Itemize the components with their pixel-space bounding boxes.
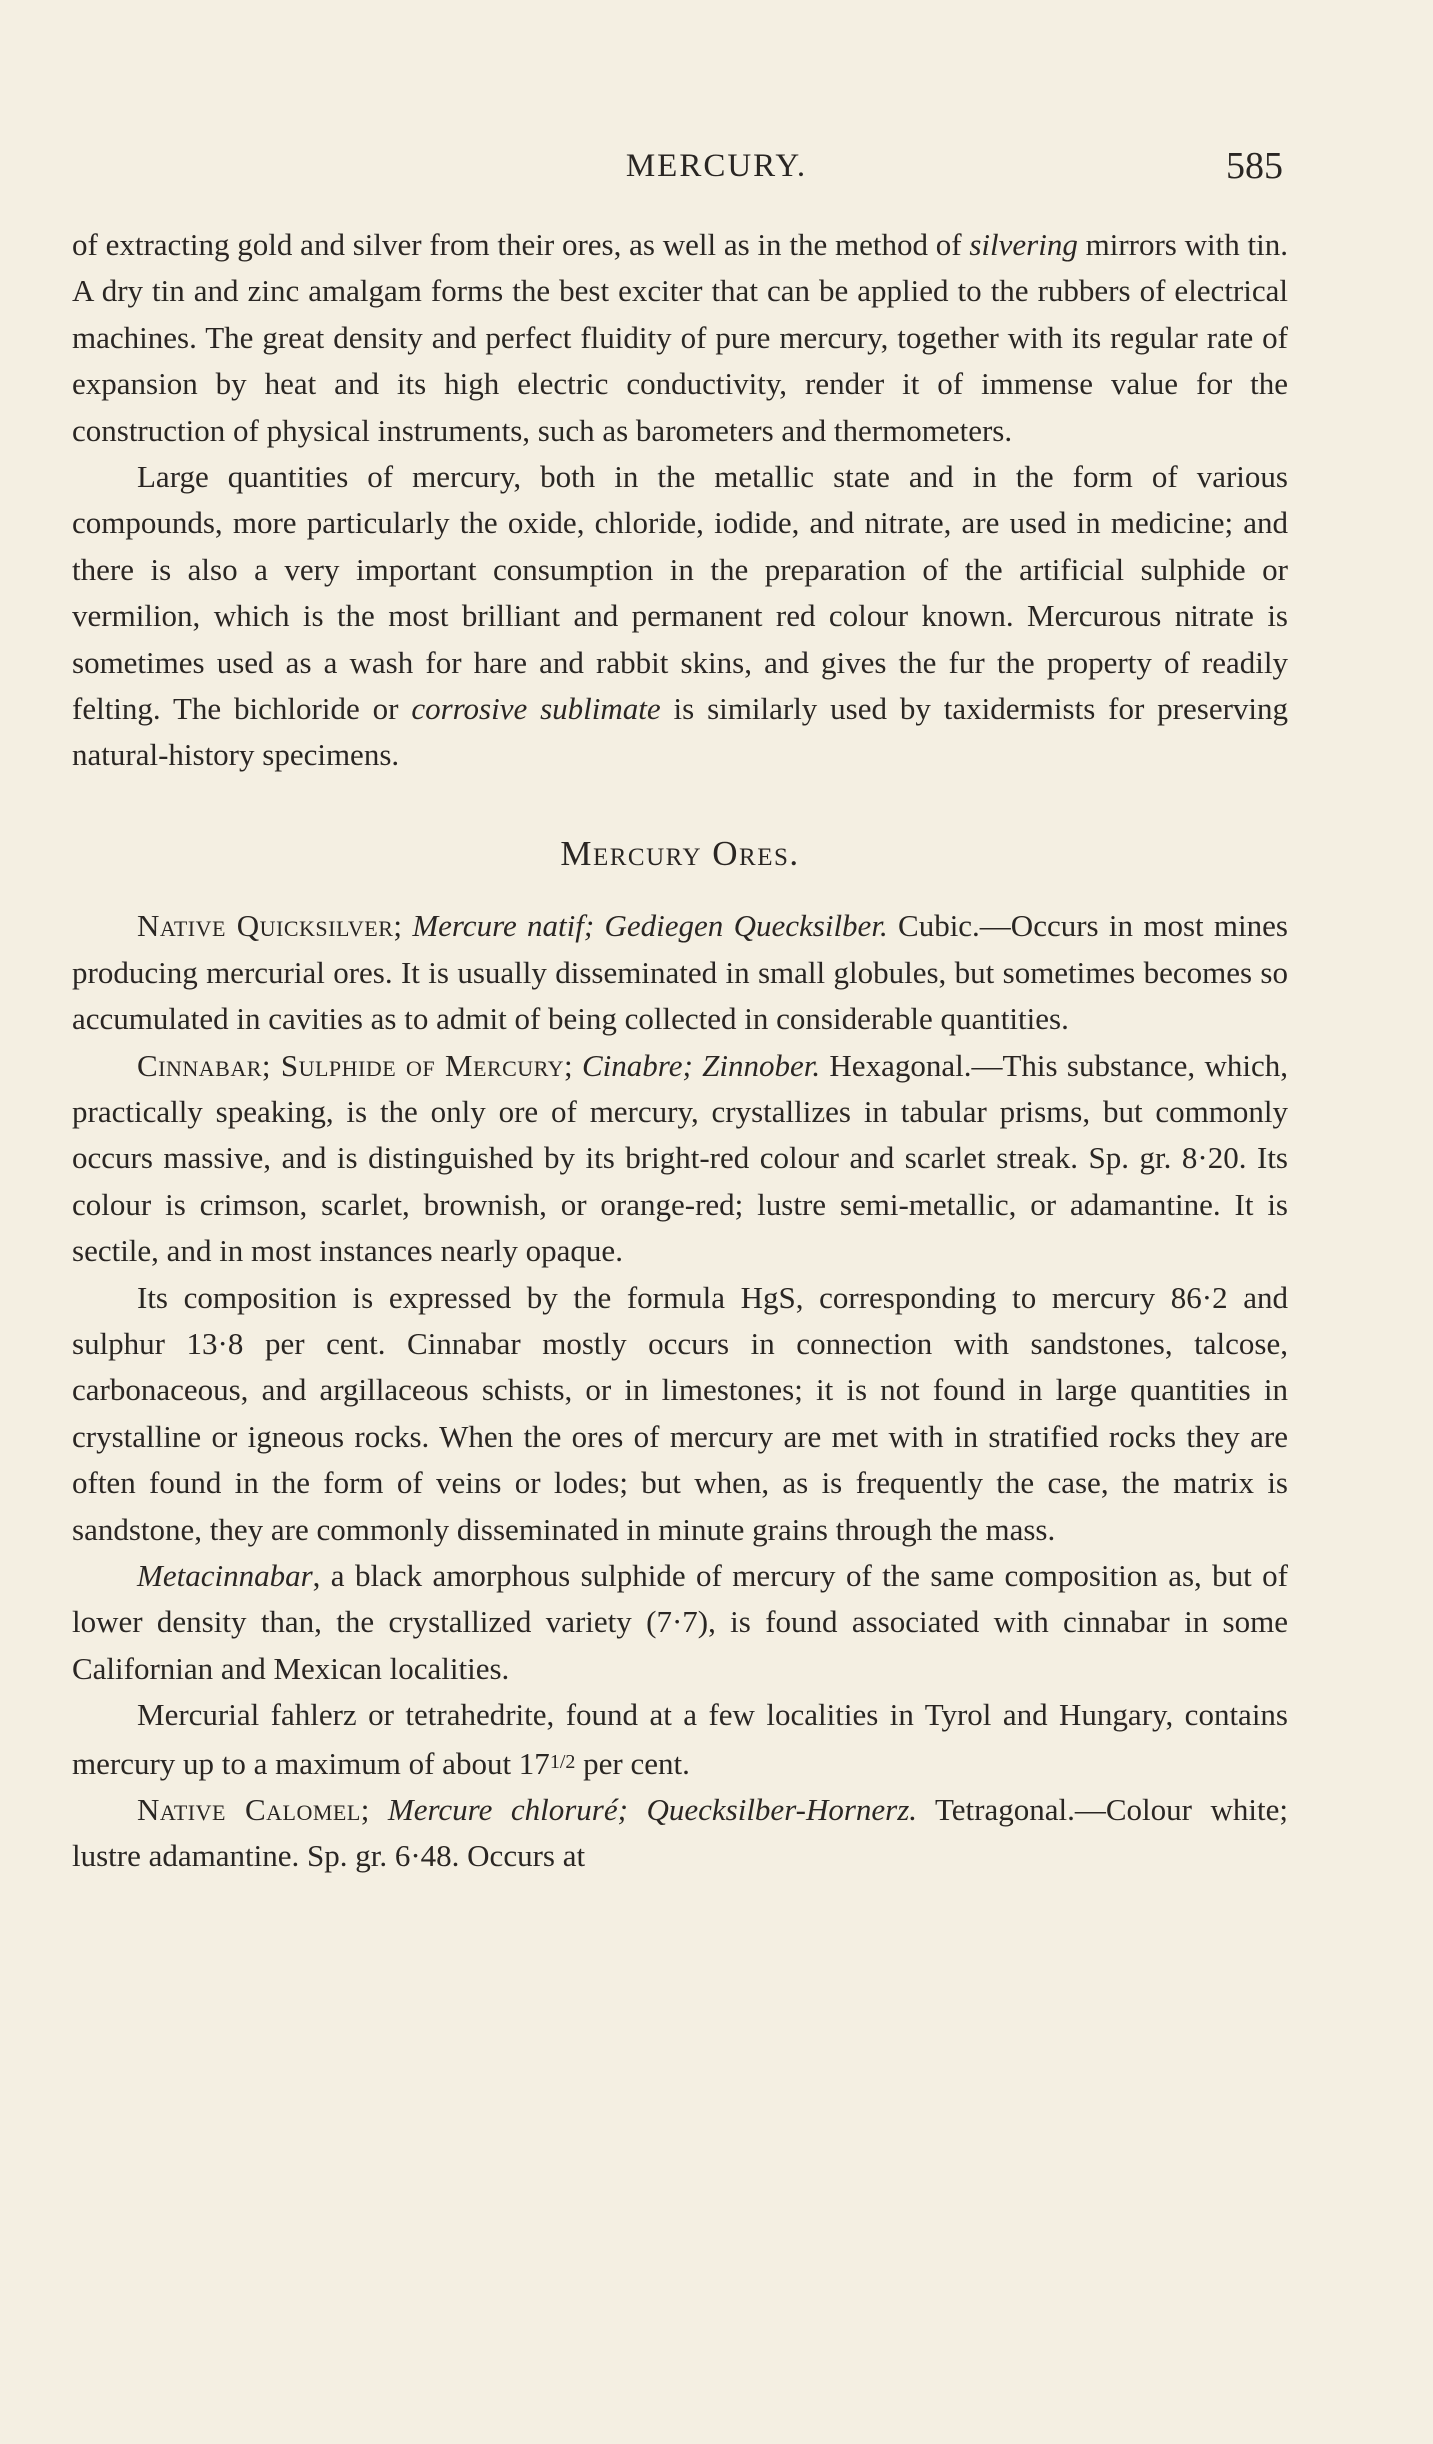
text: ; [564, 1047, 582, 1083]
page-number: 585 [1226, 145, 1283, 187]
paragraph-composition [72, 1275, 1288, 1553]
text: , a black amorphous sulphide of mercury of the same composition as, but of lower density than, the crystallized variety (7·7), is found associated with cinnabar in some Californian and Mexican localities. [72, 1557, 1288, 1686]
text: per cent. [575, 1745, 690, 1781]
page-header [0, 145, 1433, 192]
italic-synonyms: Mercure chloruré; Quecksilber-Hornerz. [387, 1792, 918, 1827]
text: Hexagonal.—This substance, which, practically speaking, is the only ore of mercury, crystallizes in tabular prisms, but commonly occurs massive, and is distinguished by its bright-red colour and scarlet streak. Sp. gr. 8·20. Its colour is crimson, scarlet, brownish, or orange-red; lustre semi-metallic, or adamantine. It is sectile, and in most instances nearly opaque. [72, 1047, 1288, 1269]
paragraph-fahlerz [72, 1692, 1288, 1787]
paragraph-uses-amalgam [72, 222, 1288, 454]
mineral-name: Native Calomel [137, 1792, 361, 1827]
text: ; [360, 1792, 388, 1827]
fraction: 1/2 [549, 1750, 576, 1773]
italic-synonyms: Cinabre; Zinnober. [581, 1047, 821, 1083]
text: Its composition is expressed by the formula HgS, corresponding to mercury 86·2 and sulphur 13·8 per cent. Cinnabar mostly occurs in connection with sandstones, talcose, carbonaceous, and argillaceous schists, or in limestones; it is not found in large quantities in crystalline or igneous rocks. When the ores of mercury are met with in stratified rocks they are often found in the form of veins or lodes; but when, as is frequently the case, the matrix is sandstone, they are commonly disseminated in minute grains through the mass. [72, 1279, 1288, 1547]
paragraph-native-quicksilver [72, 903, 1288, 1042]
text: ; [393, 908, 413, 944]
section-heading: Mercury Ores. [560, 833, 800, 873]
mineral-name: Native Quicksilver [137, 908, 394, 944]
text: mirrors with tin. A dry tin and zinc amalgam forms the best exciter that can be applied to the rubbers of electrical machines. The great density and perfect fluidity of pure mercury, together with its regular rate of expansion by heat and its high electric conductivity, render it of immense value for the construction of physical instruments, such as barometers and thermometers. [72, 227, 1288, 448]
text: of extracting gold and silver from their ores, as well as in the method of [72, 227, 970, 262]
italic-term: Metacinnabar [137, 1557, 313, 1593]
paragraph-native-calomel [72, 1787, 1288, 1880]
paragraph-uses-medicine [72, 454, 1288, 779]
text: Cubic.—Occurs in most mines producing mercurial ores. It is usually disseminated in small globules, but sometimes becomes so accumulated in cavities as to admit of being collected in considerable quantities. [72, 908, 1288, 1037]
paragraph-metacinnabar [72, 1553, 1288, 1692]
text: is similarly used by taxidermists for preserving natural-history specimens. [72, 691, 1289, 773]
italic-term: silvering [969, 227, 1078, 262]
page-body [72, 222, 1288, 1880]
text: Mercurial fahlerz or tetrahedrite, found at a few localities in Tyrol and Hungary, contains mercury up to a maximum of about 17 [72, 1697, 1288, 1781]
italic-term: corrosive sublimate [411, 691, 661, 727]
text: Large quantities of mercury, both in the metallic state and in the form of various compounds, more particularly the oxide, chloride, iodide, and nitrate, are used in medicine; and there is also a very important consumption in the preparation of the artificial sulphide or vermilion, which is the most brilliant and permanent red colour known. Mercurous nitrate is sometimes used as a wash for hare and rabbit skins, and gives the fur the property of readily felting. The bichloride or [72, 459, 1288, 727]
running-head: MERCURY. [625, 148, 808, 184]
italic-synonyms: Mercure natif; Gediegen Quecksilber. [412, 908, 888, 944]
mineral-name: Cinnabar; Sulphide of Mercury [137, 1047, 565, 1083]
paragraph-cinnabar [72, 1043, 1288, 1275]
text: Tetragonal.—Colour white; lustre adamantine. Sp. gr. 6·48. Occurs at [72, 1792, 1288, 1874]
